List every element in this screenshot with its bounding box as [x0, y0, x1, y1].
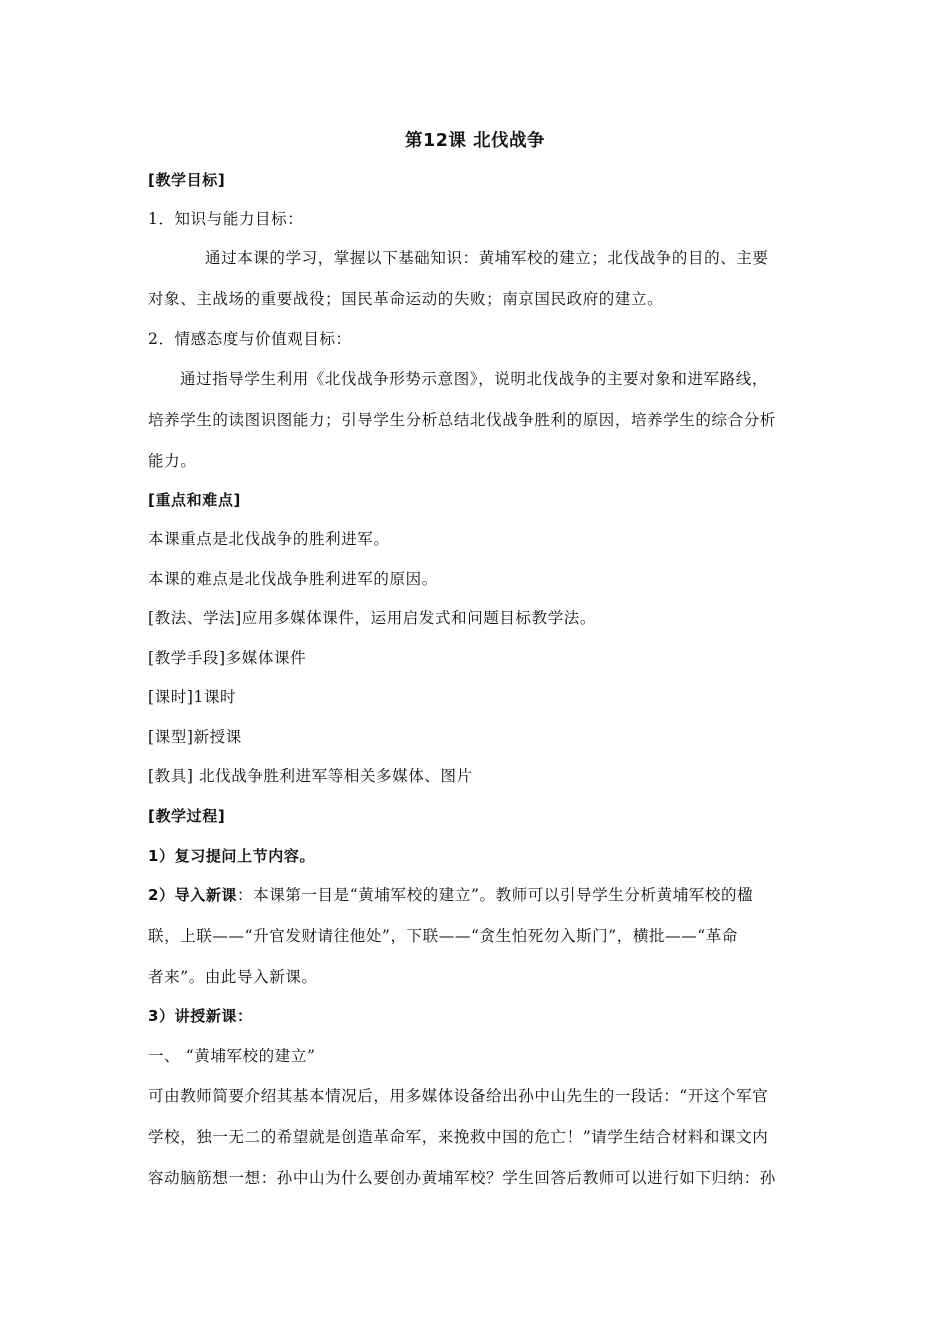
- teaching-methods: [教法、学法]应用多媒体课件，运用启发式和问题目标教学法。: [148, 609, 596, 627]
- teaching-aids: [教具] 北伐战争胜利进军等相关多媒体、图片: [148, 767, 473, 785]
- section-1-line3: 容动脑筋想一想：孙中山为什么要创办黄埔军校？学生回答后教师可以进行如下归纳：孙: [148, 1169, 776, 1187]
- step-2-line3: 者来”。由此导入新课。: [148, 968, 318, 986]
- section-1-line2: 学校，独一无二的希望就是创造革命军，来挽救中国的危亡！”请学生结合材料和课文内: [148, 1128, 769, 1146]
- step-2-text: ：本课第一目是“黄埔军校的建立”。教师可以引导学生分析黄埔军校的楹: [237, 886, 754, 904]
- lesson-type: [课型]新授课: [148, 728, 242, 746]
- step-1: 1）复习提问上节内容。: [148, 847, 316, 865]
- key-points-heading: [重点和难点]: [148, 491, 241, 509]
- class-hours: [课时]1课时: [148, 688, 237, 706]
- key-point: 本课重点是北伐战争的胜利进军。: [148, 530, 390, 548]
- step-3: 3）讲授新课：: [148, 1007, 253, 1025]
- teaching-means: [教学手段]多媒体课件: [148, 649, 307, 667]
- objective-1-text-line1: 通过本课的学习，掌握以下基础知识：黄埔军校的建立；北伐战争的目的、主要: [205, 249, 769, 267]
- step-2-line2: 联，上联——“升官发财请往他处”，下联——“贪生怕死勿入斯门”，横批——“革命: [148, 927, 739, 945]
- section-1-heading: 一、 “黄埔军校的建立”: [148, 1047, 316, 1065]
- process-heading: [教学过程]: [148, 807, 226, 825]
- objective-2-label: 2．情感态度与价值观目标：: [148, 330, 352, 348]
- step-2-label: 2）导入新课: [148, 886, 238, 904]
- objective-1-label: 1．知识与能力目标：: [148, 210, 304, 228]
- section-1-line1: 可由教师简要介绍其基本情况后，用多媒体设备给出孙中山先生的一段话：“开这个军官: [148, 1087, 769, 1105]
- page-title: 第12课 北伐战争: [405, 131, 545, 151]
- objectives-heading: [教学目标]: [148, 171, 226, 189]
- objective-2-text-line1: 通过指导学生利用《北伐战争形势示意图》，说明北伐战争的主要对象和进军路线，: [180, 370, 768, 388]
- objective-2-text-line2: 培养学生的读图识图能力；引导学生分析总结北伐战争胜利的原因，培养学生的综合分析: [148, 411, 776, 429]
- objective-2-text-line3: 能力。: [148, 452, 197, 470]
- step-2-line1: [148, 885, 753, 905]
- difficulty: 本课的难点是北伐战争胜利进军的原因。: [148, 570, 438, 588]
- objective-1-text-line2: 对象、主战场的重要战役；国民革命运动的失败；南京国民政府的建立。: [148, 290, 664, 308]
